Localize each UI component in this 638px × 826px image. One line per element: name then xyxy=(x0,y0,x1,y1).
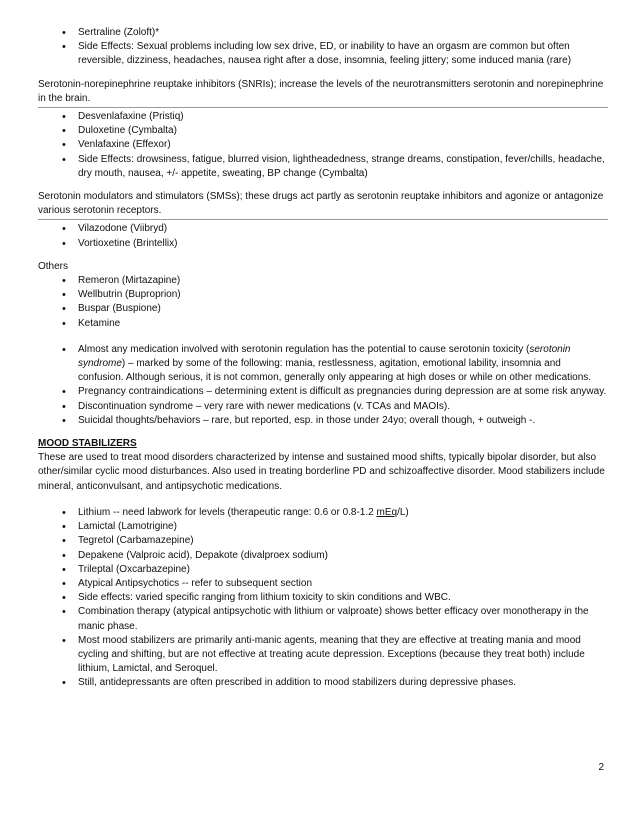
list-item: • Buspar (Buspione) xyxy=(60,302,608,316)
list-item: • Venlafaxine (Effexor) xyxy=(60,138,608,152)
snri-intro: Serotonin-norepinephrine reuptake inhibitors (SNRIs); increase the levels of the neurotransmitters serotonin and norepinephrine in the brain. xyxy=(38,78,604,104)
note-text: Almost any medication involved with serotonin regulation has the potential to cause serotonin toxicity ( xyxy=(78,343,530,355)
list-item xyxy=(60,506,608,520)
list-item: • Suicidal thoughts/behaviors – rare, but reported, esp. in those under 24yo; overall though, + outweigh -. xyxy=(60,414,608,428)
ssri-list xyxy=(38,26,608,69)
list-item: • Sertraline (Zoloft)* xyxy=(60,26,608,40)
unit-link[interactable]: mEq xyxy=(376,506,398,518)
note-text: ) – marked by some of the following: mania, restlessness, agitation, emotional lability, insomnia and confusion. Although serious, it is not common, generally only appearing at high doses or while on other medications. xyxy=(78,358,592,384)
mood-stabilizers-intro: These are used to treat mood disorders characterized by intense and sustained mood shifts, typically bipolar disorder, but also other/similar cyclic mood disturbances. Also used in treating borderline PD and schizoaffective disorder. Mood stabilizers include mineral, anticonvulsant, and antipsychotic medications. xyxy=(38,452,605,492)
list-item: • Side Effects: Sexual problems including low sex drive, ED, or inability to have an orgasm are common but often reversible, dizziness, headaches, nausea right after a dose, insomnia, feeling jittery; some induced mania (rare) xyxy=(60,40,608,68)
list-item xyxy=(60,343,608,386)
sms-intro: Serotonin modulators and stimulators (SMSs); these drugs act partly as serotonin reuptake inhibitors and agonize or antagonize various serotonin receptors. xyxy=(38,191,604,217)
section-heading: MOOD STABILIZERS xyxy=(38,438,137,450)
list-item: • Still, antidepressants are often prescribed in addition to mood stabilizers during depressive phases. xyxy=(60,676,608,690)
snri-list xyxy=(38,110,608,181)
sms-list xyxy=(38,222,608,250)
list-item: • Atypical Antipsychotics -- refer to subsequent section xyxy=(60,577,608,591)
list-item: • Discontinuation syndrome – very rare with newer medications (v. TCAs and MAOIs). xyxy=(60,400,608,414)
list-item: • Vortioxetine (Brintellix) xyxy=(60,237,608,251)
others-list xyxy=(38,274,608,331)
notes-list xyxy=(38,343,608,428)
divider xyxy=(38,219,608,220)
list-item: • Wellbutrin (Buproprion) xyxy=(60,288,608,302)
lithium-text: Lithium -- need labwork for levels (therapeutic range: 0.6 or 0.8-1.2 xyxy=(78,506,377,518)
list-item: • Trileptal (Oxcarbazepine) xyxy=(60,563,608,577)
emphasis-text: serotonin syndrome xyxy=(78,343,571,370)
list-item: • Lamictal (Lamotrigine) xyxy=(60,520,608,534)
list-item: • Desvenlafaxine (Pristiq) xyxy=(60,110,608,124)
list-item: • Tegretol (Carbamazepine) xyxy=(60,534,608,548)
list-item: • Duloxetine (Cymbalta) xyxy=(60,124,608,138)
others-heading: Others xyxy=(38,260,69,272)
list-item: • Side Effects: drowsiness, fatigue, blurred vision, lightheadedness, strange dreams, constipation, fever/chills, headache, dry mouth, nausea, +/- appetite, sweating, BP change (Cymbalta) xyxy=(60,153,608,181)
mood-stabilizers-list xyxy=(38,506,608,691)
list-item: • Remeron (Mirtazapine) xyxy=(60,274,608,288)
list-item: • Ketamine xyxy=(60,317,608,331)
list-item: • Combination therapy (atypical antipsychotic with lithium or valproate) shows better efficacy over monotherapy in the manic phase. xyxy=(60,605,608,633)
list-item: • Vilazodone (Viibryd) xyxy=(60,222,608,236)
divider xyxy=(38,107,608,108)
list-item: • Side effects: varied specific ranging from lithium toxicity to skin conditions and WBC. xyxy=(60,591,608,605)
list-item: • Pregnancy contraindications – determining extent is difficult as pregnancies during depression are at some risk anyway. xyxy=(60,385,608,399)
page-number: 2 xyxy=(598,762,604,773)
list-item: • Depakene (Valproic acid), Depakote (divalproex sodium) xyxy=(60,549,608,563)
list-item: • Most mood stabilizers are primarily anti-manic agents, meaning that they are effective at treating mania and mood cycling and shifting, but are not effective at treating acute depression. Exceptions (because they treat both) include lithium, Lamictal, and Seroquel. xyxy=(60,634,608,677)
lithium-text: /L) xyxy=(397,506,409,518)
